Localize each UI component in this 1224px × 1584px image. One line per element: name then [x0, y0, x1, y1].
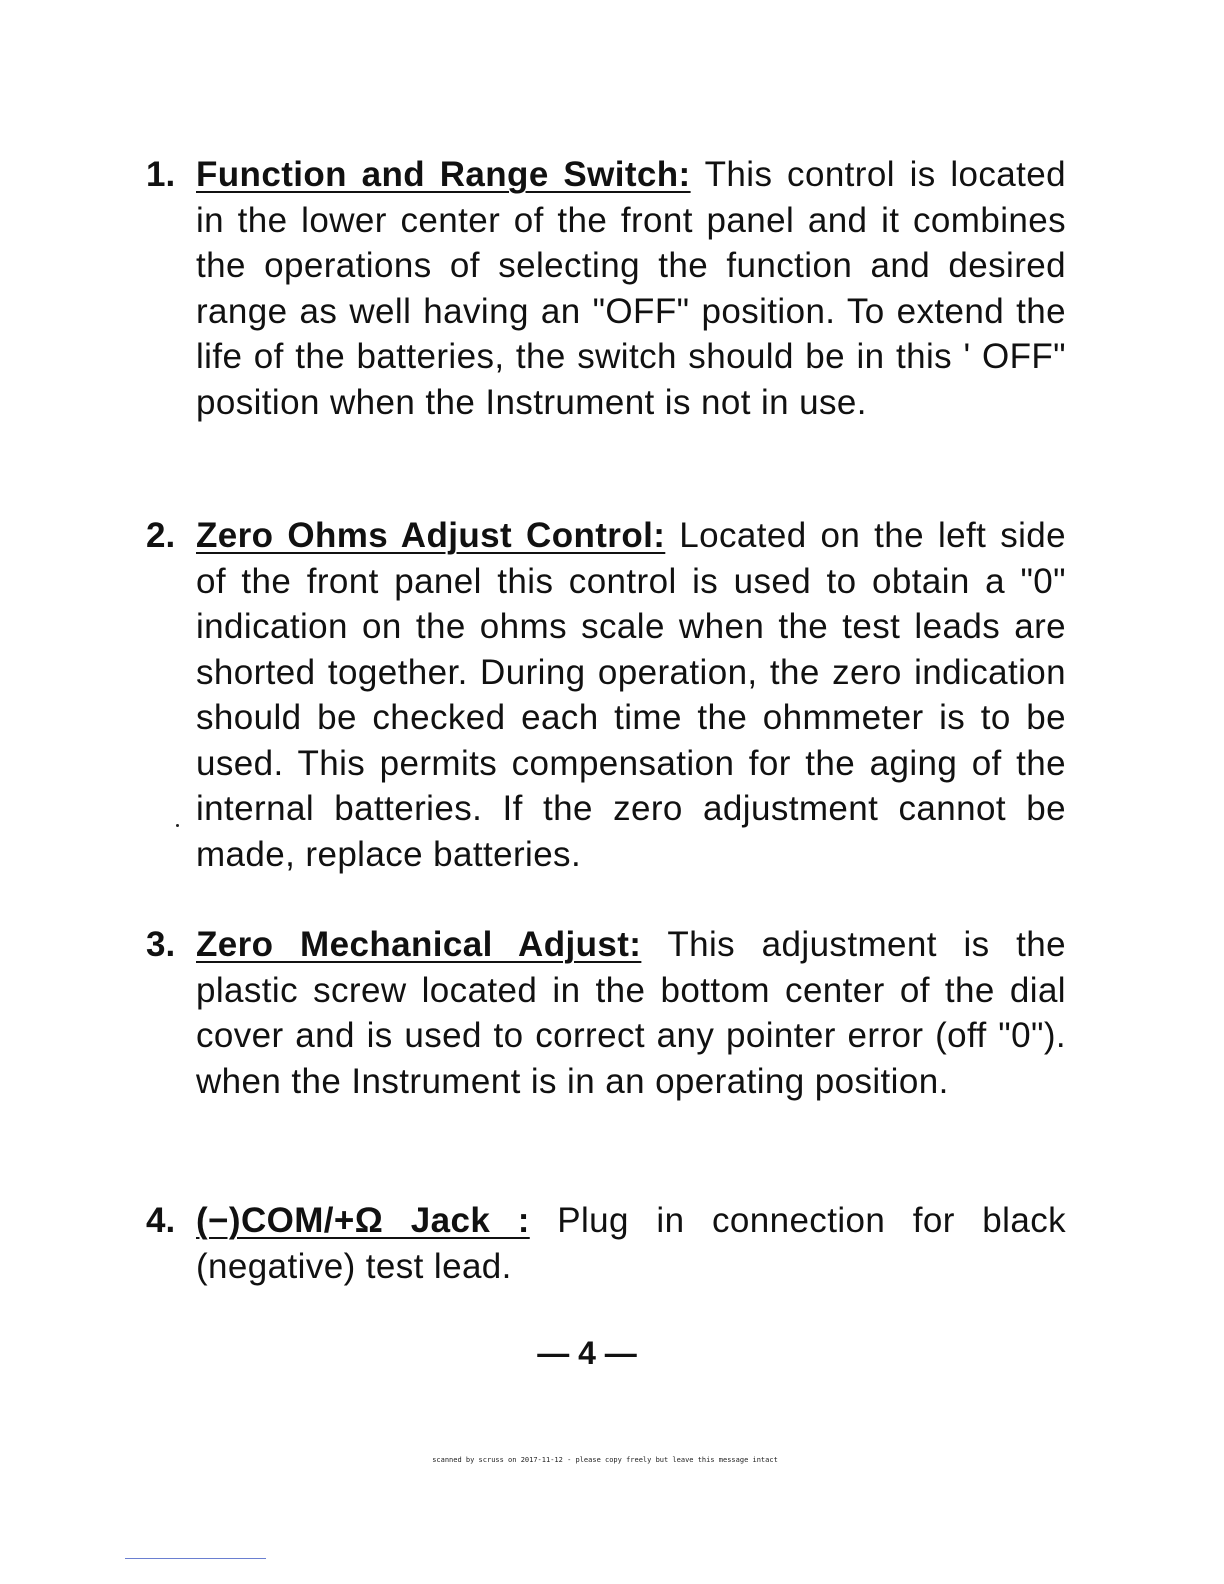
bottom-divider	[125, 1558, 266, 1559]
list-item-zero-ohms-adjust	[146, 513, 1070, 877]
item-heading: Function and Range Switch:	[196, 155, 691, 194]
item-body: This adjustment is the plastic screw located in the bottom center of the dial cover and is used to correct any pointer error (off "0"). when the Instrument is in an operating position.	[196, 925, 1066, 1101]
item-text	[196, 152, 1066, 425]
item-text	[196, 1198, 1066, 1289]
item-number: 3.	[146, 925, 176, 964]
list-item-com-jack	[146, 1198, 1070, 1289]
page-number: — 4 —	[537, 1335, 637, 1371]
list-item-zero-mechanical-adjust	[146, 922, 1070, 1104]
scan-speck	[176, 824, 179, 827]
item-heading: Zero Mechanical Adjust:	[196, 925, 642, 964]
item-text	[196, 922, 1066, 1104]
item-body: Plug in connection for black (negative) test lead.	[196, 1201, 1066, 1286]
item-text	[196, 513, 1066, 877]
item-heading: Zero Ohms Adjust Control:	[196, 516, 666, 555]
list-item-function-range-switch	[146, 152, 1070, 425]
item-body: This control is located in the lower center of the front panel and it combines the operations of selecting the function and desired range as well having an "OFF" position. To extend the life of the batteries, the switch should be in this ' OFF" position when the Instrument is not in use.	[196, 155, 1066, 422]
item-body: Located on the left side of the front panel this control is used to obtain a "0" indication on the ohms scale when the test leads are shorted together. During operation, the zero indication should be checked each time the ohmmeter is to be used. This permits compensation for the aging of the internal batteries. If the zero adjustment cannot be made, replace batteries.	[196, 516, 1067, 874]
item-number: 1.	[146, 155, 176, 194]
item-number: 4.	[146, 1201, 176, 1240]
item-heading: (−)COM/+Ω Jack :	[196, 1201, 530, 1240]
scan-footer-note: scanned by scruss on 2017-11-12 - please copy freely but leave this message intact	[432, 1456, 778, 1464]
item-number: 2.	[146, 516, 176, 555]
